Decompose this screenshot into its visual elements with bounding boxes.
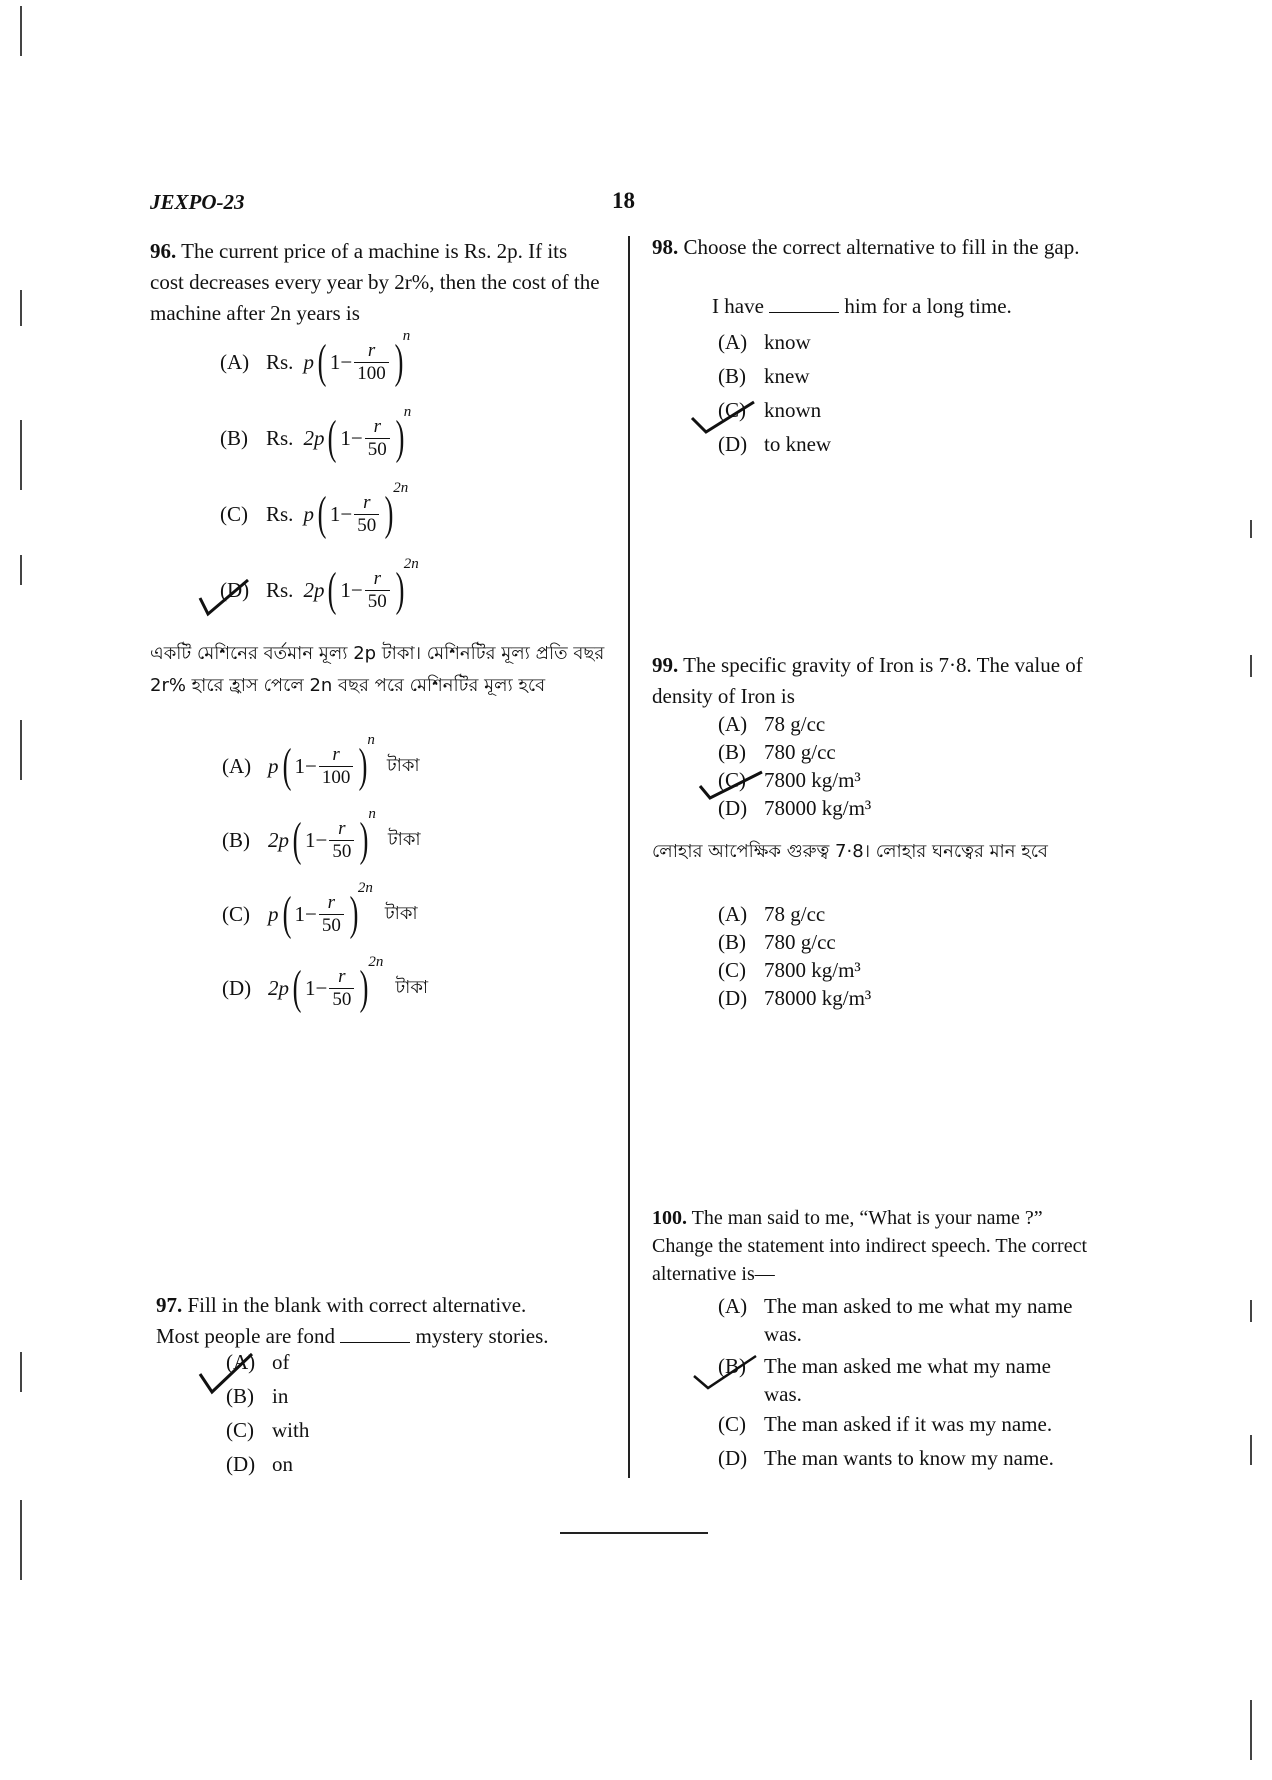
left-paren: ( xyxy=(328,411,337,464)
option-letter: (C) xyxy=(718,1412,746,1436)
coefficient: 2p xyxy=(268,827,289,852)
option-text: 78 g/cc xyxy=(764,902,826,926)
option-text: 7800 kg/m³ xyxy=(764,958,861,982)
option-text: 780 g/cc xyxy=(764,740,836,764)
left-paren: ( xyxy=(292,813,302,866)
right-paren: ) xyxy=(395,563,405,616)
check-mark-icon xyxy=(196,1352,256,1398)
option-text-line1: The man asked to me what my name xyxy=(764,1294,1073,1318)
right-paren: ) xyxy=(394,335,404,388)
fraction-denominator: 100 xyxy=(354,362,389,385)
sentence-before-blank: I have xyxy=(712,294,764,318)
check-mark-icon xyxy=(696,770,766,804)
question-text: Choose the correct alternative to fill in the gap. xyxy=(683,235,1080,259)
fraction xyxy=(329,966,354,1011)
scan-margin-mark xyxy=(1250,1435,1252,1465)
question-number: 98. xyxy=(652,235,679,259)
fraction-denominator: 50 xyxy=(319,914,344,937)
question-text: The current price of a machine is Rs. 2p. If its cost decreases every year by 2r%, then the cost of the machine after 2n years is xyxy=(150,239,600,325)
option-text: with xyxy=(272,1418,310,1442)
left-paren: ( xyxy=(282,887,291,940)
option-letter: (D) xyxy=(220,577,250,602)
check-mark-icon xyxy=(690,1352,760,1392)
left-paren: ( xyxy=(317,487,327,540)
option-text: 78000 kg/m³ xyxy=(764,796,872,820)
question-96 xyxy=(150,236,605,329)
scan-margin-mark xyxy=(20,720,22,780)
option-letter: (B) xyxy=(718,1354,746,1378)
question-text: Fill in the blank with correct alternative. xyxy=(187,1293,527,1317)
bengali-option-a[interactable]: (A) p ( 1− $\frac{r}{100}$ ) n টাকা xyxy=(222,732,420,792)
option-letter: (A) xyxy=(222,753,252,778)
option-text: to knew xyxy=(764,432,832,456)
option-text: 78000 kg/m³ xyxy=(764,986,872,1010)
currency-suffix: টাকা xyxy=(384,903,418,924)
coefficient: 2p xyxy=(303,577,325,602)
column-divider xyxy=(628,236,630,1478)
bengali-option-b[interactable] xyxy=(718,930,836,955)
option-letter: (A) xyxy=(220,349,250,374)
option-letter: (B) xyxy=(220,425,248,450)
scan-margin-mark xyxy=(1250,1300,1252,1322)
option-letter: (D) xyxy=(222,975,252,1000)
option-prefix: Rs. xyxy=(266,577,294,602)
question-text-after-blank: mystery stories. xyxy=(415,1324,549,1348)
fraction-numerator: r xyxy=(363,491,371,513)
exponent: 2n xyxy=(403,556,419,572)
option-text: on xyxy=(272,1452,293,1476)
option-text-line1: The man asked me what my name xyxy=(764,1354,1051,1378)
currency-suffix: টাকা xyxy=(387,829,421,850)
coefficient: p xyxy=(268,901,279,926)
option-c[interactable]: (C) Rs. p ( 1− $\frac{r}{50}$ ) 2n xyxy=(220,480,409,540)
option-d[interactable] xyxy=(718,1446,1054,1471)
bengali-option-d[interactable]: (D) 2p ( 1− $\frac{r}{50}$ ) 2n টাকা xyxy=(222,954,429,1014)
option-d[interactable]: (D) Rs. 2p ( 1− $\frac{r}{50}$ ) 2n xyxy=(220,556,419,616)
fraction xyxy=(319,892,344,937)
option-text: The man asked if it was my name. xyxy=(764,1412,1053,1436)
sentence-after-blank: him for a long time. xyxy=(844,294,1012,318)
left-paren: ( xyxy=(317,335,327,388)
fraction-numerator: r xyxy=(338,817,346,839)
option-letter: (A) xyxy=(226,1350,256,1374)
right-paren: ) xyxy=(359,813,369,866)
option-text: 7800 kg/m³ xyxy=(764,768,861,792)
option-letter: (D) xyxy=(718,796,748,820)
fraction-denominator: 100 xyxy=(319,766,354,789)
bengali-option-d[interactable] xyxy=(718,986,871,1011)
option-b[interactable] xyxy=(718,740,836,765)
scan-margin-mark xyxy=(20,6,22,56)
option-b[interactable] xyxy=(718,1352,1098,1408)
scan-margin-mark xyxy=(20,290,22,326)
fraction-numerator: r xyxy=(338,965,346,987)
bengali-option-b[interactable]: (B) 2p ( 1− $\frac{r}{50}$ ) n টাকা xyxy=(222,806,421,866)
option-b[interactable] xyxy=(718,364,810,389)
fraction-numerator: r xyxy=(373,567,381,589)
option-b[interactable]: (B) Rs. 2p ( 1− $\frac{r}{50}$ ) n xyxy=(220,404,412,464)
option-c[interactable] xyxy=(226,1418,309,1443)
coefficient: p xyxy=(303,501,314,526)
left-paren: ( xyxy=(282,739,291,792)
check-mark-icon xyxy=(688,400,758,440)
exponent: n xyxy=(402,328,411,344)
option-a[interactable] xyxy=(718,1292,1098,1348)
option-text: know xyxy=(764,330,811,354)
question-99 xyxy=(652,650,1107,712)
question-100 xyxy=(652,1204,1107,1288)
option-text: 78 g/cc xyxy=(764,712,826,736)
option-letter: (C) xyxy=(718,958,746,982)
option-text: known xyxy=(764,398,822,422)
question-text-before-blank: Most people are fond xyxy=(156,1324,336,1348)
exponent: n xyxy=(403,404,412,420)
option-letter: (A) xyxy=(718,1294,748,1318)
currency-suffix: টাকা xyxy=(395,977,429,998)
right-paren: ) xyxy=(395,411,405,464)
coefficient: 2p xyxy=(303,425,325,450)
right-paren: ) xyxy=(359,961,369,1014)
option-letter: (C) xyxy=(220,501,248,526)
exponent: n xyxy=(368,806,376,822)
exponent: 2n xyxy=(393,480,409,496)
left-paren: ( xyxy=(292,961,302,1014)
question-97 xyxy=(156,1290,616,1352)
fraction xyxy=(365,568,390,613)
exponent: 2n xyxy=(368,954,384,970)
scan-margin-mark xyxy=(1250,655,1252,677)
option-letter: (A) xyxy=(718,902,748,926)
option-prefix: Rs. xyxy=(266,425,294,450)
option-text: of xyxy=(272,1350,290,1374)
option-letter: (C) xyxy=(226,1418,254,1442)
fraction-denominator: 50 xyxy=(365,590,390,613)
page-number: 18 xyxy=(612,188,635,213)
option-letter: (A) xyxy=(718,712,748,736)
question-98-sentence xyxy=(712,294,1012,319)
right-paren: ) xyxy=(384,487,394,540)
scan-margin-mark xyxy=(20,1500,22,1580)
question-text: The specific gravity of Iron is 7·8. The value of density of Iron is xyxy=(652,653,1083,708)
exam-code: JEXPO-23 xyxy=(150,190,245,214)
fraction-denominator: 50 xyxy=(354,514,379,537)
option-letter: (D) xyxy=(226,1452,256,1476)
option-text-line2: was. xyxy=(764,1322,802,1346)
option-text: 780 g/cc xyxy=(764,930,836,954)
option-letter: (B) xyxy=(718,930,746,954)
fraction-numerator: r xyxy=(373,415,381,437)
fraction-denominator: 50 xyxy=(329,840,354,863)
fraction-numerator: r xyxy=(367,339,376,361)
option-letter: (A) xyxy=(718,330,748,354)
bengali-option-c[interactable]: (C) p ( 1− $\frac{r}{50}$ ) 2n টাকা xyxy=(222,880,418,940)
question-98 xyxy=(652,232,1107,263)
option-prefix: Rs. xyxy=(266,349,294,374)
option-letter: (B) xyxy=(718,364,746,388)
scan-margin-mark xyxy=(20,1352,22,1392)
question-96-bengali: একটি মেশিনের বর্তমান মূল্য 2p টাকা। মেশিনটির মূল্য প্রতি বছর 2r% হারে হ্রাস পেলে 2n বছর পরে মেশিনটির মূল্য হবে xyxy=(150,643,605,696)
scan-margin-mark xyxy=(1250,1700,1252,1760)
bengali-option-a[interactable] xyxy=(718,902,825,927)
option-letter: (D) xyxy=(718,986,748,1010)
option-text-line2: was. xyxy=(764,1382,802,1406)
fraction-numerator: r xyxy=(327,891,336,913)
option-a[interactable] xyxy=(718,712,825,737)
answer-blank xyxy=(340,1342,410,1343)
question-text: The man said to me, “What is your name ?” Change the statement into indirect speech. The correct alternative is— xyxy=(652,1207,1088,1285)
fraction-numerator: r xyxy=(332,743,340,765)
option-a[interactable]: (A) Rs. p ( 1− $\frac{r}{100}$ ) n xyxy=(220,328,411,388)
question-number: 100. xyxy=(652,1207,687,1229)
fraction xyxy=(329,818,354,863)
currency-suffix: টাকা xyxy=(386,755,420,776)
option-prefix: Rs. xyxy=(266,501,294,526)
option-letter: (B) xyxy=(222,827,250,852)
fraction xyxy=(319,744,354,789)
answer-blank xyxy=(769,312,839,313)
question-number: 99. xyxy=(652,653,679,677)
option-c[interactable] xyxy=(718,1412,1052,1437)
coefficient: p xyxy=(268,753,279,778)
option-letter: (C) xyxy=(222,901,250,926)
fraction-denominator: 50 xyxy=(329,988,354,1011)
check-mark-icon xyxy=(194,578,254,618)
scan-margin-mark xyxy=(1250,520,1252,538)
fraction xyxy=(365,416,390,461)
option-letter: (D) xyxy=(718,1446,748,1470)
right-paren: ) xyxy=(349,887,359,940)
question-99-bengali: লোহার আপেক্ষিক গুরুত্ব 7·8। লোহার ঘনত্বের মান হবে xyxy=(652,841,1048,862)
option-letter: (B) xyxy=(718,740,746,764)
option-letter: (C) xyxy=(718,768,746,792)
option-text: knew xyxy=(764,364,810,388)
fraction xyxy=(354,340,389,385)
coefficient: p xyxy=(303,349,314,374)
option-letter: (B) xyxy=(226,1384,254,1408)
option-a[interactable] xyxy=(718,330,811,355)
option-text: The man wants to know my name. xyxy=(764,1446,1054,1470)
question-number: 96. xyxy=(150,239,177,263)
end-of-page-rule xyxy=(560,1532,708,1534)
exponent: 2n xyxy=(357,880,373,896)
exponent: n xyxy=(367,732,375,748)
bengali-option-c[interactable] xyxy=(718,958,861,983)
fraction-denominator: 50 xyxy=(365,438,390,461)
coefficient: 2p xyxy=(268,975,289,1000)
left-paren: ( xyxy=(328,563,337,616)
option-letter: (C) xyxy=(718,398,746,422)
question-number: 97. xyxy=(156,1293,183,1317)
option-letter: (D) xyxy=(718,432,748,456)
option-text: in xyxy=(272,1384,289,1408)
scan-margin-mark xyxy=(20,555,22,585)
option-d[interactable] xyxy=(226,1452,293,1477)
right-paren: ) xyxy=(358,739,368,792)
fraction xyxy=(354,492,379,537)
scan-margin-mark xyxy=(20,420,22,490)
